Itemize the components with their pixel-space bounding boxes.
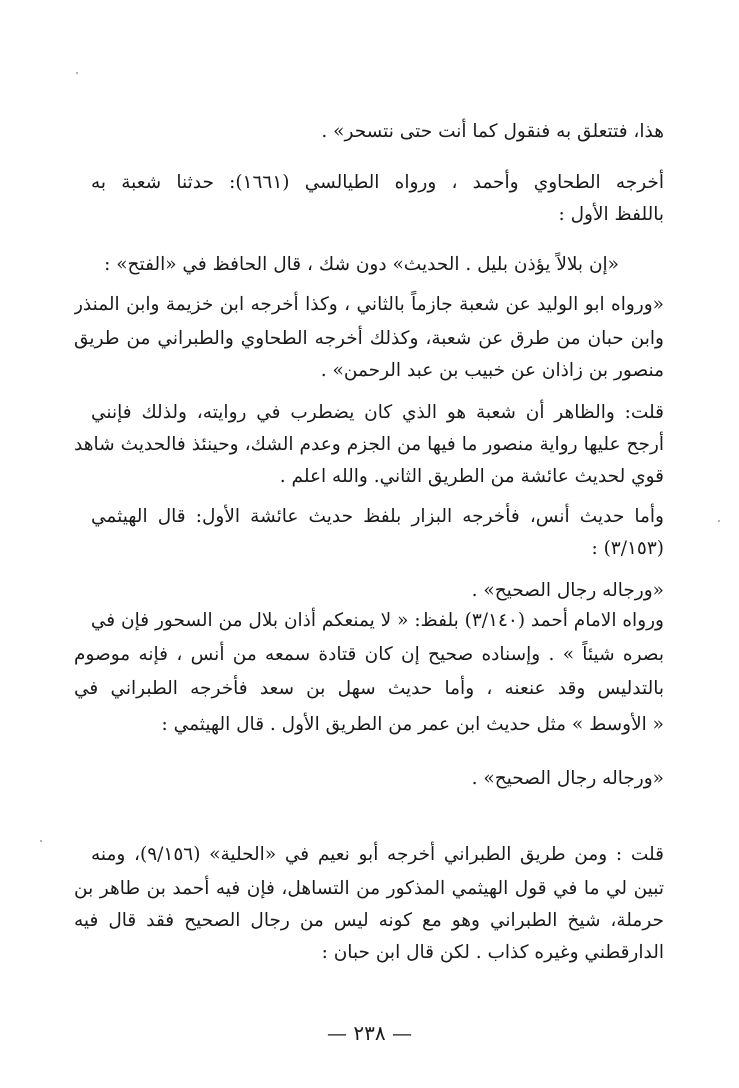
scan-speck	[76, 72, 78, 74]
scan-speck	[718, 520, 720, 522]
text-line-7: منصور بن زاذان عن خبيب بن عبد الرحمن» .	[320, 360, 664, 381]
text-line-13: «ورجاله رجال الصحيح» .	[471, 580, 664, 601]
scan-speck	[40, 840, 42, 842]
text-line-14: ورواه الامام أحمد (٣/١٤٠) بلفظ: « لا يمنعكم أذان بلال من السحور فإن في	[91, 610, 664, 631]
text-line-18: «ورجاله رجال الصحيح» .	[471, 768, 664, 789]
text-line-10: قوي لحديث عائشة من الطريق الثاني. والله اعلم .	[279, 466, 664, 487]
text-line-19: قلت : ومن طريق الطبراني أخرجه أبو نعيم في «الحلية» (٩/١٥٦)، ومنه	[91, 844, 664, 865]
text-line-11: وأما حديث أنس، فأخرجه البزار بلفظ حديث عائشة الأول: قال الهيثمي	[91, 506, 664, 527]
text-line-1: هذا، فتتعلق به فنقول كما أنت حتى نتسحر» .	[321, 121, 664, 142]
text-line-22: الدارقطني وغيره كذاب . لكن قال ابن حبان :	[321, 942, 664, 963]
text-line-2: أخرجه الطحاوي وأحمد ، ورواه الطيالسي (١٦٦١): حدثنا شعبة به	[91, 172, 664, 193]
text-line-5: «ورواه ابو الوليد عن شعبة جازماً بالثاني ، وكذا أخرجه ابن خزيمة وابن المنذر	[74, 294, 664, 315]
text-line-12: (٣/١٥٣) :	[591, 538, 664, 559]
text-line-16: بالتدليس وقد عنعنه ، وأما حديث سهل بن سعد فأخرجه الطبراني في	[74, 678, 664, 699]
text-line-21: حرملة، شيخ الطبراني وهو مع كونه ليس من رجال الصحيح فقد قال فيه	[74, 910, 664, 931]
text-line-3: باللفظ الأول :	[558, 204, 664, 225]
text-line-8: قلت: والظاهر أن شعبة هو الذي كان يضطرب في روايته، ولذلك فإنني	[91, 402, 664, 423]
text-line-9: أرجح عليها رواية منصور ما فيها من الجزم وعدم الشك، وحينئذ فالحديث شاهد	[74, 434, 664, 455]
text-line-6: وابن حبان من طرق عن شعبة، وكذلك أخرجه الطحاوي والطبراني من طريق	[74, 328, 664, 349]
text-line-17: « الأوسط » مثل حديث ابن عمر من الطريق الأول . قال الهيثمي :	[161, 714, 664, 735]
page-number: — ٢٣٨ —	[327, 1021, 412, 1045]
text-line-4: «إن بلالاً يؤذن بليل . الحديث» دون شك ، قال الحافظ في «الفتح» :	[104, 254, 619, 275]
text-line-15: بصره شيئاً » . وإسناده صحيح إن كان قتادة سمعه من أنس ، فإنه موصوم	[74, 644, 664, 665]
text-line-20: تبين لي ما في قول الهيثمي المذكور من التساهل، فإن فيه أحمد بن طاهر بن	[74, 878, 664, 899]
